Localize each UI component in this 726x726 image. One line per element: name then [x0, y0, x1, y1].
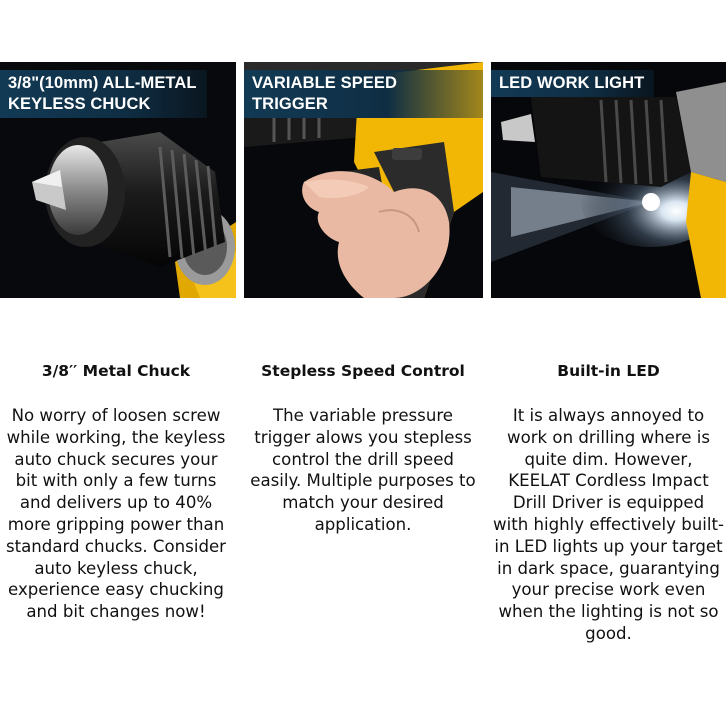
led-illustration: [491, 62, 726, 298]
trigger-banner-line-1: VARIABLE SPEED TRIGGER: [252, 74, 398, 113]
feature-led: [491, 356, 726, 645]
trigger-photo-panel: [244, 62, 483, 298]
feature-chuck-body: No worry of loosen screw while working, the keyless auto chuck secures your bit with only a few turns and delivers up to 40% more gripping power than standard chucks. Consider auto keyless chuck, experience easy chucking and bit changes now!: [5, 406, 227, 622]
led-photo-panel: [491, 62, 726, 298]
feature-speed: [244, 356, 482, 536]
feature-led-heading: Built-in LED: [557, 362, 660, 380]
feature-led-body: It is always annoyed to work on drilling where is quite dim. However, KEELAT Cordless Impact Drill Driver is equipped with highly effectively built-in LED lights up your target in dark space, guarantying your precise work even when the lighting is not so good.: [493, 406, 724, 643]
led-banner-line-1: LED WORK LIGHT: [499, 74, 645, 92]
feature-speed-body: The variable pressure trigger alows you stepless control the drill speed easily. Multiple purposes to match your desired application.: [250, 406, 476, 534]
trigger-banner: [244, 70, 483, 118]
chuck-banner: [0, 70, 207, 118]
feature-chuck: [0, 356, 232, 623]
feature-chuck-heading: 3/8′′ Metal Chuck: [41, 362, 191, 380]
chuck-banner-line-1: 3/8"(10mm) ALL-METAL: [8, 74, 197, 92]
chuck-banner-line-2: KEYLESS CHUCK: [8, 95, 151, 113]
led-banner: [491, 70, 654, 97]
feature-speed-heading: Stepless Speed Control: [261, 362, 465, 380]
chuck-photo-panel: [0, 62, 236, 298]
